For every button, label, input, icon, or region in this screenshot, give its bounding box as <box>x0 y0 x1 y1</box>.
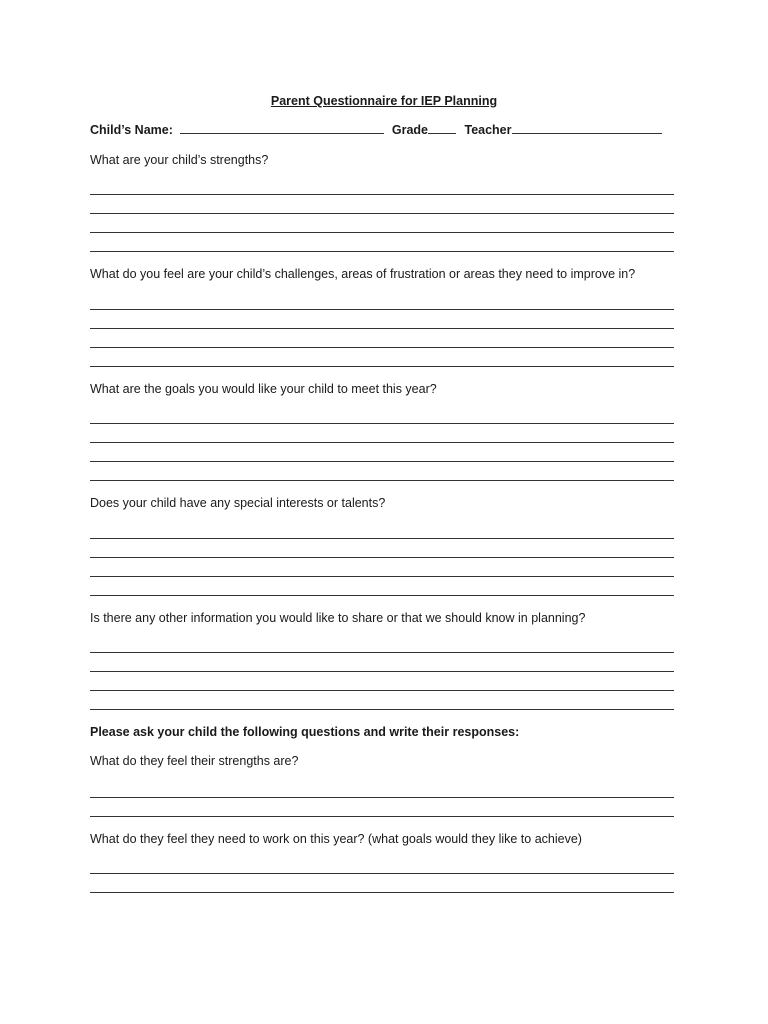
question-strengths: What are your child’s strengths? <box>90 153 269 167</box>
grade-field[interactable] <box>428 122 456 134</box>
answer-line[interactable] <box>90 194 674 195</box>
question-challenges: What do you feel are your child’s challenges, areas of frustration or areas they need to improve in? <box>90 267 636 281</box>
grade-label: Grade <box>391 123 428 137</box>
answer-line[interactable] <box>90 423 674 424</box>
answer-line[interactable] <box>90 671 674 672</box>
answer-line[interactable] <box>90 892 674 893</box>
answer-line[interactable] <box>90 652 674 653</box>
answer-line[interactable] <box>90 709 674 710</box>
child-name-label: Child’s Name: <box>90 123 173 137</box>
question-goals: What are the goals you would like your child to meet this year? <box>90 382 437 396</box>
question-child-strengths: What do they feel their strengths are? <box>90 754 299 768</box>
header-row <box>90 122 662 138</box>
child-section-instruction: Please ask your child the following questions and write their responses: <box>90 725 520 739</box>
answer-line[interactable] <box>90 797 674 798</box>
teacher-field[interactable] <box>512 122 662 134</box>
answer-line[interactable] <box>90 442 674 443</box>
answer-line[interactable] <box>90 232 674 233</box>
answer-line[interactable] <box>90 576 674 577</box>
answer-line[interactable] <box>90 328 674 329</box>
answer-line[interactable] <box>90 480 674 481</box>
answer-line[interactable] <box>90 538 674 539</box>
answer-line[interactable] <box>90 595 674 596</box>
answer-line[interactable] <box>90 461 674 462</box>
form-title: Parent Questionnaire for IEP Planning <box>270 94 498 108</box>
question-other-info: Is there any other information you would like to share or that we should know in planning? <box>90 611 586 625</box>
answer-line[interactable] <box>90 347 674 348</box>
child-name-field[interactable] <box>180 122 384 134</box>
answer-line[interactable] <box>90 309 674 310</box>
answer-line[interactable] <box>90 873 674 874</box>
answer-line[interactable] <box>90 816 674 817</box>
answer-line[interactable] <box>90 251 674 252</box>
question-interests: Does your child have any special interests or talents? <box>90 496 386 510</box>
answer-line[interactable] <box>90 213 674 214</box>
question-child-goals: What do they feel they need to work on this year? (what goals would they like to achieve) <box>90 832 582 846</box>
answer-line[interactable] <box>90 557 674 558</box>
answer-line[interactable] <box>90 366 674 367</box>
answer-line[interactable] <box>90 690 674 691</box>
teacher-label: Teacher <box>464 123 512 137</box>
